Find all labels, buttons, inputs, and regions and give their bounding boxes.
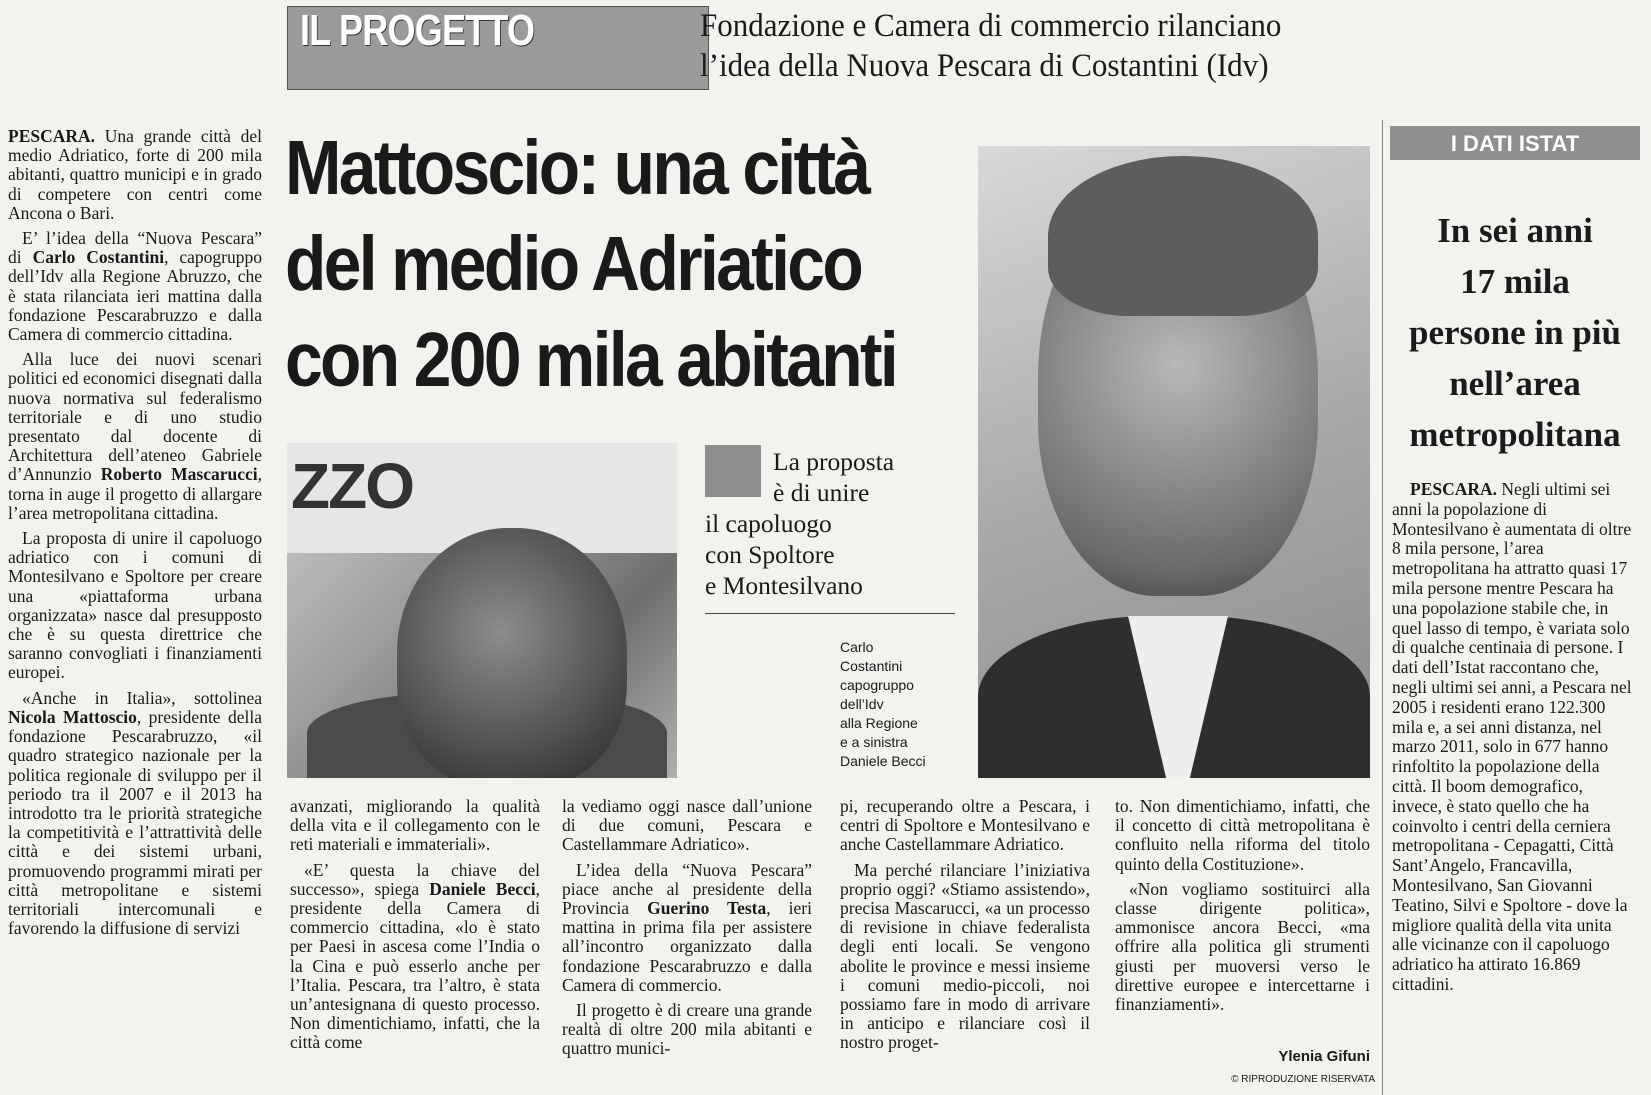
sidebar-title: [1390, 205, 1640, 460]
pullquote-line: con Spoltore: [705, 540, 835, 569]
sidebar-title-line: 17 mila: [1460, 262, 1570, 301]
col5-paragraph: to. Non dimentichiamo, infatti, che il concetto di città metropolitana è confluito nella riforma del titolo quinto della Costituzione».: [1115, 797, 1370, 874]
caption-line: dell’Idv: [840, 696, 884, 712]
col2-paragraph: avanzati, migliorando la qualità della vita e il collegamento con le reti materiali e immateriali».: [290, 797, 540, 855]
kicker-label: IL PROGETTO: [300, 6, 535, 55]
reproduction-notice: © RIPRODUZIONE RISERVATA: [1231, 1074, 1375, 1085]
caption-line: Costantini: [840, 658, 903, 674]
subtitle-line-2: l’idea della Nuova Pescara di Costantini (Idv): [700, 48, 1269, 84]
photo-person-hair: [1048, 156, 1318, 316]
sidebar-title-line: nell’area: [1449, 364, 1581, 403]
column-1: [8, 127, 262, 1095]
photo-person-head: [397, 528, 627, 778]
column-5: [1115, 797, 1370, 1045]
caption-line: alla Regione: [840, 715, 918, 731]
photo-costantini: [978, 146, 1370, 778]
pullquote-line: e Montesilvano: [705, 571, 863, 600]
author-signature: Ylenia Gifuni: [1278, 1048, 1370, 1065]
sidebar-label: I DATI ISTAT: [1450, 131, 1580, 156]
column-4: [840, 797, 1090, 1095]
pullquote-rule: [705, 613, 955, 614]
headline-line-1: Mattoscio: una città: [285, 125, 869, 211]
headline: [285, 120, 901, 408]
col3-paragraph: la vediamo oggi nasce dall’unione di due comuni, Pescara e Castellammare Adriatico».: [562, 797, 812, 855]
sidebar-paragraph: PESCARA. Negli ultimi sei anni la popolazione di Montesilvano è aumentata di oltre 8 mila persone, l’area metropolitana ha attratto quasi 17 mila persone mentre Pescara ha una popolazione stabile che, in quel lasso di tempo, è variata solo di qualche centinaia di persone. I dati dell’Istat raccontano che, negli ultimi sei anni, a Pescara nel 2005 i residenti erano 122.300 mila e, a sei anni distanza, nel marzo 2011, solo in 677 hanno rinfoltito la popolazione della città. Il boom demografico, invece, è stato quello che ha coinvolto i centri della cerniera metropolitana - Cepagatti, Città Sant’Angelo, Francavilla, Montesilvano, San Giovanni Teatino, Silvi e Spoltore - dove la migliore qualità della vita unita alle vicinanze con il capoluogo adriatico ha attirato 16.869 cittadini.: [1392, 480, 1632, 994]
headline-line-2: del medio Adriatico: [285, 221, 862, 307]
col4-paragraph: pi, recuperando oltre a Pescara, i centri di Spoltore e Montesilvano e anche Castellammare Adriatico.: [840, 797, 1090, 855]
column-3: [562, 797, 812, 1095]
pullquote-line: il capoluogo: [705, 509, 832, 538]
col1-paragraph: PESCARA. Una grande città del medio Adriatico, forte di 200 mila abitanti, quattro municipi e in grado di competere con centri come Ancona o Bari.: [8, 127, 262, 223]
caption-line: Daniele Becci: [840, 753, 926, 769]
photo-caption: [840, 638, 965, 771]
col4-paragraph: Ma perché rilanciare l’iniziativa proprio oggi? «Stiamo assistendo», precisa Mascarucci, «a un processo di revisione in chiave federalista degli enti locali. Se vengono abolite le province e messi insieme i comuni medio-piccoli, noi possiamo fare in modo di arrivare in anticipo e rilanciare così il nostro proget-: [840, 859, 1090, 1053]
headline-line-3: con 200 mila abitanti: [285, 317, 897, 403]
sidebar-title-line: persone in più: [1409, 313, 1621, 352]
col1-paragraph: Alla luce dei nuovi scenari politici ed economici disegnati dalla nuova normativa sul federalismo territoriale e di uno studio presentato dal docente di Architettura dell’ateneo Gabriele d’Annunzio Roberto Mascarucci, torna in auge il progetto di allargare l’area metropolitana cittadina.: [8, 349, 262, 523]
photo-sign-text: ZZO: [291, 450, 413, 522]
subtitle-line-1: Fondazione e Camera di commercio rilanciano: [700, 8, 1282, 44]
col1-paragraph: La proposta di unire il capoluogo adriatico con i comuni di Montesilvano e Spoltore per creare una «piattaforma urbana organizzata» nasce dal presupposto che è su questa direttrice che saranno convogliati i finanziamenti europei.: [8, 528, 262, 683]
photo-becci: [287, 443, 677, 778]
col1-paragraph: «Anche in Italia», sottolinea Nicola Mattoscio, presidente della fondazione Pescarabruzzo, «il quadro strategico nazionale per la politica regionale di sviluppo per il periodo tra il 2007 e il 2013 ha introdotto tra le priorità strategiche la competitività e l’attrattività delle città e dei sistemi urbani, promuovendo programmi mirati per città metropolitane e sistemi territoriali intercomunali e favorendo la diffusione di servizi: [8, 687, 262, 939]
column-2: [290, 797, 540, 1095]
col3-paragraph: Il progetto è di creare una grande realtà di oltre 200 mila abitanti e quattro munici-: [562, 1000, 812, 1059]
col3-paragraph: L’idea della “Nuova Pescara” piace anche al presidente della Provincia Guerino Testa, ieri mattina in prima fila per assistere all’incontro organizzato dalla fondazione Pescarabruzzo e dalla Camera di commercio.: [562, 859, 812, 995]
caption-line: capogruppo: [840, 677, 914, 693]
col5-paragraph: «Non vogliamo sostituirci alla classe dirigente politica», ammonisce ancora Becci, «ma offrire alla politica gli strumenti giusti per muoversi verso le direttive europee e intercettarne i finanziamenti».: [1115, 878, 1370, 1015]
sidebar-title-line: metropolitana: [1409, 415, 1621, 454]
col2-paragraph: «E’ questa la chiave del successo», spiega Daniele Becci, presidente della Camera di commercio cittadina, «lo è stato per Paesi in ascesa come l’India o la Cina e può esserlo anche per l’Italia. Pescara, tra l’altro, è stata un’antesignana di questo processo. Non dimentichiamo, infatti, che la città come: [290, 859, 540, 1053]
caption-line: Carlo: [840, 639, 874, 655]
sidebar-divider: [1382, 120, 1383, 1095]
pullquote-line: è di unire: [773, 478, 870, 507]
pullquote-line: La proposta: [773, 447, 895, 476]
sidebar-title-line: In sei anni: [1437, 211, 1593, 250]
subtitle: [700, 6, 1320, 86]
col1-paragraph: E’ l’idea della “Nuova Pescara” di Carlo Costantini, capogruppo dell’Idv alla Regione Abruzzo, che è stata rilanciata ieri mattina dalla fondazione Pescarabruzzo e dalla Camera di commercio cittadina.: [8, 228, 262, 345]
sidebar-body: [1392, 480, 1637, 1092]
pullquote: [705, 446, 955, 601]
caption-line: e a sinistra: [840, 734, 908, 750]
